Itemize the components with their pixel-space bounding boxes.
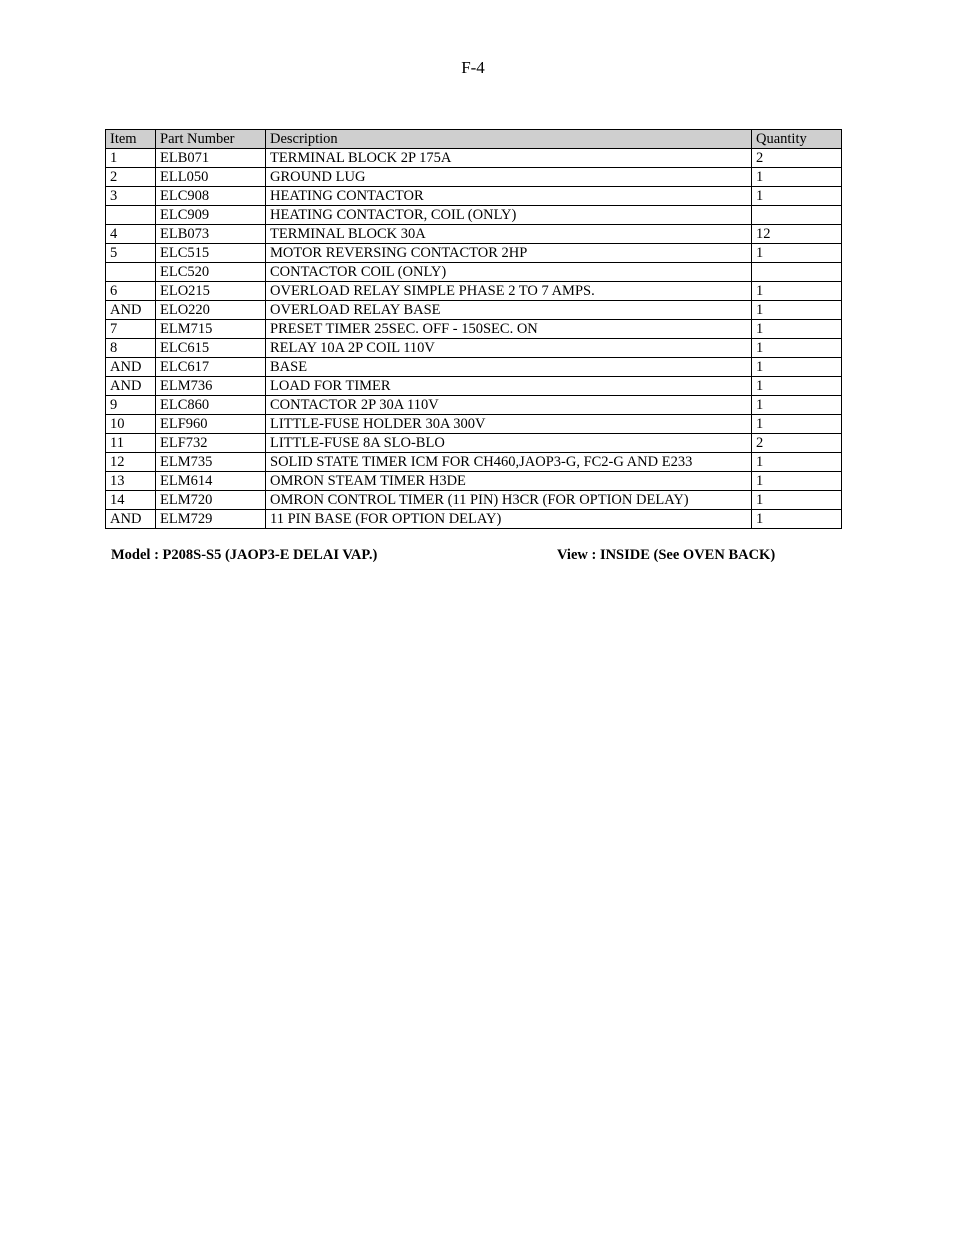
cell-item	[106, 263, 156, 282]
cell-description: HEATING CONTACTOR, COIL (ONLY)	[266, 206, 752, 225]
cell-item: 6	[106, 282, 156, 301]
cell-quantity: 1	[752, 339, 842, 358]
cell-quantity: 1	[752, 472, 842, 491]
cell-item: 7	[106, 320, 156, 339]
table-row	[106, 225, 842, 244]
cell-part-number: ELC908	[156, 187, 266, 206]
page-number: F-4	[461, 58, 485, 77]
cell-quantity: 2	[752, 434, 842, 453]
cell-part-number: ELO220	[156, 301, 266, 320]
cell-quantity: 1	[752, 320, 842, 339]
cell-quantity	[752, 206, 842, 225]
table-row	[106, 472, 842, 491]
cell-description: SOLID STATE TIMER ICM FOR CH460,JAOP3-G, FC2-G AND E233	[266, 453, 752, 472]
cell-description: MOTOR REVERSING CONTACTOR 2HP	[266, 244, 752, 263]
cell-part-number: ELM715	[156, 320, 266, 339]
cell-item: 10	[106, 415, 156, 434]
cell-quantity: 1	[752, 510, 842, 529]
cell-part-number: ELC617	[156, 358, 266, 377]
cell-quantity: 1	[752, 301, 842, 320]
cell-description: LITTLE-FUSE HOLDER 30A 300V	[266, 415, 752, 434]
table-row	[106, 187, 842, 206]
table-row	[106, 491, 842, 510]
cell-item: AND	[106, 358, 156, 377]
cell-part-number: ELM735	[156, 453, 266, 472]
cell-part-number: ELB073	[156, 225, 266, 244]
cell-item: 2	[106, 168, 156, 187]
cell-description: OVERLOAD RELAY SIMPLE PHASE 2 TO 7 AMPS.	[266, 282, 752, 301]
cell-item: 5	[106, 244, 156, 263]
cell-quantity: 1	[752, 396, 842, 415]
cell-description: PRESET TIMER 25SEC. OFF - 150SEC. ON	[266, 320, 752, 339]
cell-item: 11	[106, 434, 156, 453]
cell-quantity: 1	[752, 415, 842, 434]
table-row	[106, 415, 842, 434]
parts-table	[105, 129, 842, 529]
cell-quantity: 1	[752, 377, 842, 396]
cell-description: CONTACTOR 2P 30A 110V	[266, 396, 752, 415]
model-label: Model : P208S-S5 (JAOP3-E DELAI VAP.)	[111, 547, 378, 563]
cell-item: 12	[106, 453, 156, 472]
header-item: Item	[106, 130, 156, 149]
cell-part-number: ELM736	[156, 377, 266, 396]
cell-quantity: 1	[752, 453, 842, 472]
cell-description: OMRON STEAM TIMER H3DE	[266, 472, 752, 491]
cell-item: AND	[106, 301, 156, 320]
cell-quantity: 1	[752, 282, 842, 301]
header-description: Description	[266, 130, 752, 149]
header-row	[106, 130, 842, 149]
cell-part-number: ELO215	[156, 282, 266, 301]
cell-part-number: ELM614	[156, 472, 266, 491]
table-row	[106, 358, 842, 377]
cell-part-number: ELL050	[156, 168, 266, 187]
cell-description: LITTLE-FUSE 8A SLO-BLO	[266, 434, 752, 453]
view-label: View : INSIDE (See OVEN BACK)	[557, 547, 776, 563]
cell-item: 13	[106, 472, 156, 491]
cell-item: 9	[106, 396, 156, 415]
cell-part-number: ELC909	[156, 206, 266, 225]
table-row	[106, 396, 842, 415]
cell-part-number: ELM720	[156, 491, 266, 510]
cell-quantity: 12	[752, 225, 842, 244]
table-body	[106, 149, 842, 529]
cell-description: TERMINAL BLOCK 2P 175A	[266, 149, 752, 168]
cell-description: HEATING CONTACTOR	[266, 187, 752, 206]
cell-item: 8	[106, 339, 156, 358]
cell-part-number: ELC615	[156, 339, 266, 358]
cell-quantity	[752, 263, 842, 282]
cell-part-number: ELM729	[156, 510, 266, 529]
table-header	[106, 130, 842, 149]
table-row	[106, 282, 842, 301]
table-row	[106, 339, 842, 358]
cell-part-number: ELB071	[156, 149, 266, 168]
cell-item: AND	[106, 510, 156, 529]
table-row	[106, 244, 842, 263]
cell-description: OVERLOAD RELAY BASE	[266, 301, 752, 320]
table-row	[106, 168, 842, 187]
cell-description: BASE	[266, 358, 752, 377]
cell-quantity: 1	[752, 187, 842, 206]
cell-part-number: ELF732	[156, 434, 266, 453]
table-row	[106, 263, 842, 282]
cell-item: 14	[106, 491, 156, 510]
cell-description: RELAY 10A 2P COIL 110V	[266, 339, 752, 358]
cell-description: LOAD FOR TIMER	[266, 377, 752, 396]
cell-quantity: 2	[752, 149, 842, 168]
cell-item: 4	[106, 225, 156, 244]
cell-part-number: ELC860	[156, 396, 266, 415]
table-row	[106, 434, 842, 453]
cell-description: CONTACTOR COIL (ONLY)	[266, 263, 752, 282]
cell-quantity: 1	[752, 244, 842, 263]
cell-description: 11 PIN BASE (FOR OPTION DELAY)	[266, 510, 752, 529]
table-row	[106, 510, 842, 529]
table-row	[106, 377, 842, 396]
table-row	[106, 149, 842, 168]
cell-quantity: 1	[752, 491, 842, 510]
cell-quantity: 1	[752, 168, 842, 187]
cell-description: GROUND LUG	[266, 168, 752, 187]
cell-item: 3	[106, 187, 156, 206]
cell-part-number: ELC520	[156, 263, 266, 282]
table-row	[106, 320, 842, 339]
header-quantity: Quantity	[752, 130, 842, 149]
cell-part-number: ELC515	[156, 244, 266, 263]
header-part-number: Part Number	[156, 130, 266, 149]
cell-quantity: 1	[752, 358, 842, 377]
cell-part-number: ELF960	[156, 415, 266, 434]
cell-item: AND	[106, 377, 156, 396]
table-row	[106, 206, 842, 225]
table-row	[106, 301, 842, 320]
cell-description: OMRON CONTROL TIMER (11 PIN) H3CR (FOR OPTION DELAY)	[266, 491, 752, 510]
table-row	[106, 453, 842, 472]
cell-item: 1	[106, 149, 156, 168]
cell-description: TERMINAL BLOCK 30A	[266, 225, 752, 244]
cell-item	[106, 206, 156, 225]
